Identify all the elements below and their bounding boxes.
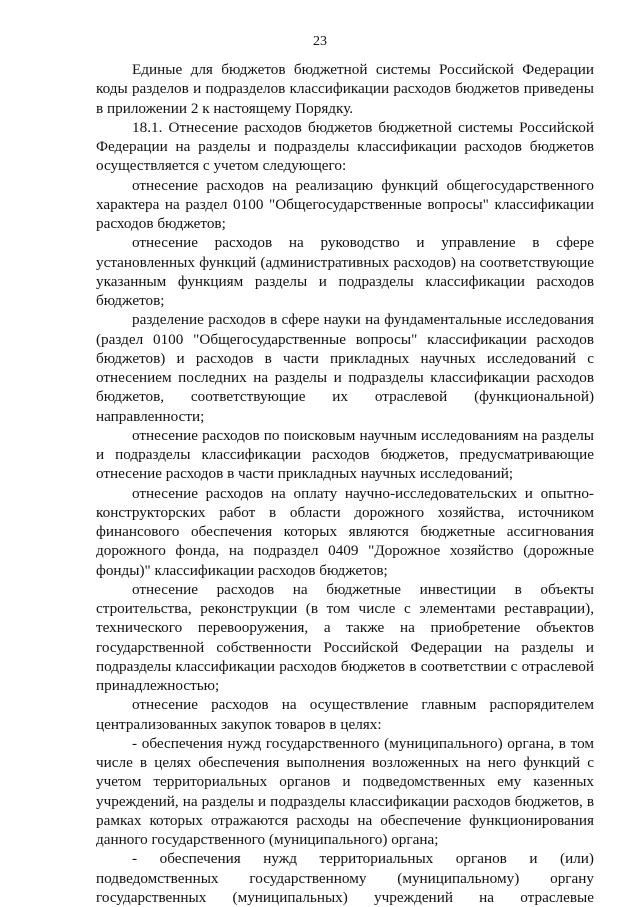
paragraph-exploratory-research: отнесение расходов по поисковым научным исследованиям на разделы и подразделы классификации расходов бюджетов, предусматривающие отнесение расходов в части прикладных научных исследований; (96, 426, 594, 483)
paragraph-road-research: отнесение расходов на оплату научно-исследовательских и опытно-конструкторских работ в области дорожного хозяйства, источником финансового обеспечения которых являются бюджетные ассигнования дорожного фонда, на подраздел 0409 "Дорожное хозяйство (дорожные фонды)" классификации расходов бюджетов; (96, 484, 594, 579)
paragraph-centralized-procurement: отнесение расходов на осуществление главным распорядителем централизованных закупок товаров в целях: (96, 696, 594, 733)
paragraph-administrative-expenses: отнесение расходов на руководство и управление в сфере установленных функций (административных расходов) на соответствующие указанным функциям разделы и подразделы классификации расходов бюджетов; (96, 234, 594, 309)
page-number: 23 (313, 34, 327, 49)
paragraph-18-1: 18.1. Отнесение расходов бюджетов бюджетной системы Российской Федерации на разделы и подразделы классификации расходов бюджетов осуществляется с учетом следующего: (96, 118, 594, 175)
paragraph-budget-codes: Единые для бюджетов бюджетной системы Российской Федерации коды разделов и подразделов классификации расходов бюджетов приведены в приложении 2 к настоящему Порядку. (96, 61, 594, 117)
paragraph-general-functions: отнесение расходов на реализацию функций общегосударственного характера на раздел 0100 "Общегосударственные вопросы" классификации расходов бюджетов; (96, 176, 594, 232)
list-item-state-body-needs: - обеспечения нужд государственного (муниципального) органа, в том числе в целях обеспечения выполнения возложенных на него функций с учетом территориальных органов и подведомственных ему казенных учреждений, на разделы и подразделы классификации расходов бюджетов, в рамках которых отражаются расходы на обеспечение функционирования данного государственного (муниципального) органа; (96, 734, 594, 848)
list-item-territorial-bodies-needs: - обеспечения нужд территориальных органов и (или) подведомственных государственному (муниципальному) органу государственных (муниципальных) учреждений на отраслевые (96, 850, 594, 906)
paragraph-science-expenses: разделение расходов в сфере науки на фундаментальные исследования (раздел 0100 "Общегосударственные вопросы" классификации расходов бюджетов) и расходов в части прикладных научных исследований с отнесением последних на разделы и подразделы классификации расходов бюджетов, соответствующие их отраслевой (функциональной) направленности; (96, 311, 594, 425)
document-body (96, 60, 594, 907)
paragraph-capital-investments: отнесение расходов на бюджетные инвестиции в объекты строительства, реконструкции (в том числе с элементами реставрации), технического перевооружения, а также на приобретение объектов государственной собственности Российской Федерации на разделы и подразделы классификации расходов бюджетов в соответствии с отраслевой принадлежностью; (96, 580, 594, 694)
